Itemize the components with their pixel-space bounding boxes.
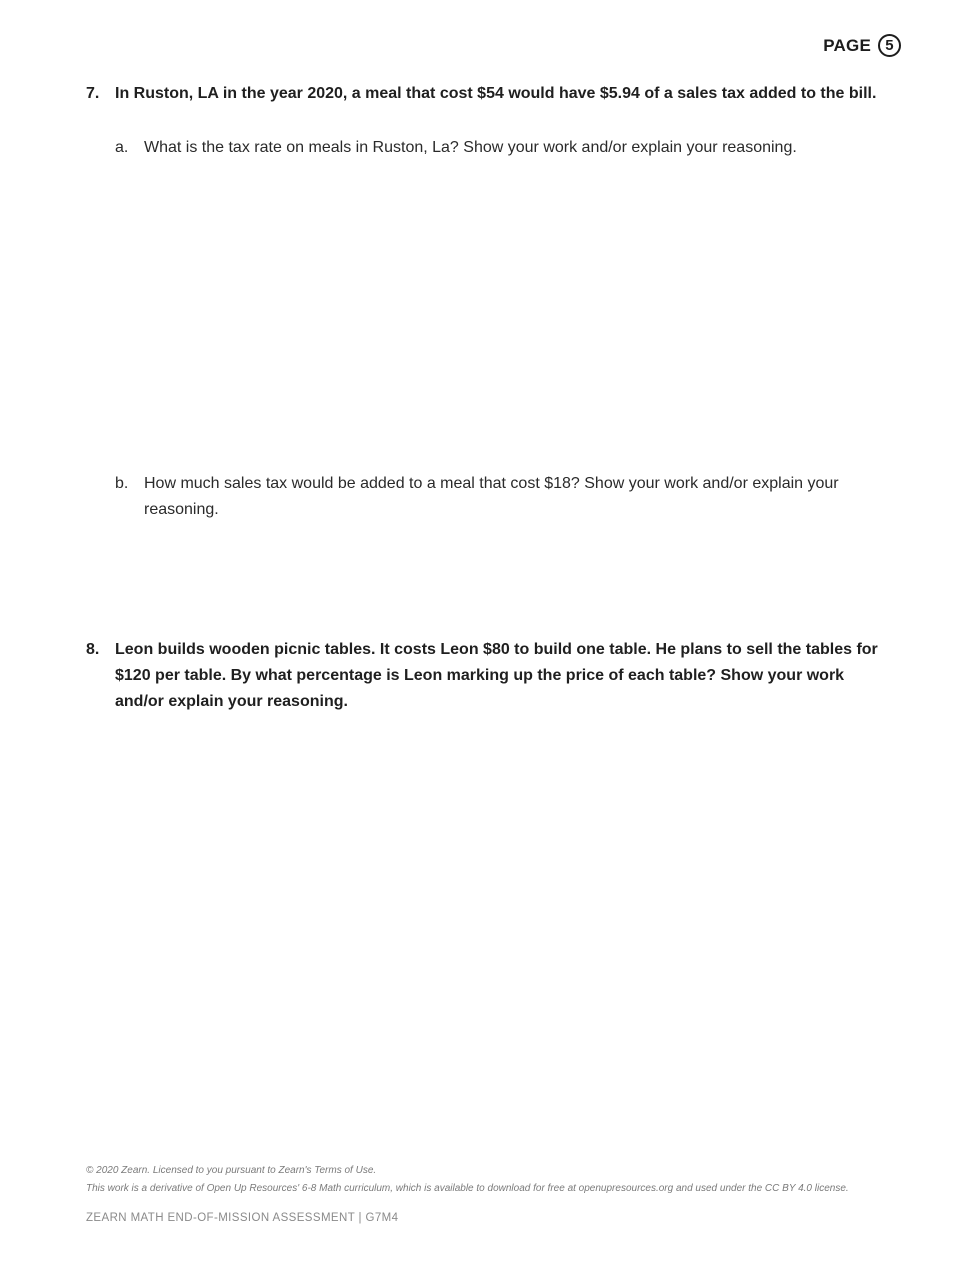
page-label: PAGE bbox=[823, 35, 871, 55]
part-text: What is the tax rate on meals in Ruston, La? Show your work and/or explain your reasoning. bbox=[144, 139, 797, 156]
license-text: This work is a derivative of Open Up Resources' 6-8 Math curriculum, which is available to download for free at openupresources.org and used under the CC BY 4.0 license. bbox=[86, 1183, 849, 1194]
footer-legal bbox=[86, 1162, 906, 1198]
question-text: Leon builds wooden picnic tables. It costs Leon $80 to build one table. He plans to sell the tables for $120 per table. By what percentage is Leon marking up the price of each table? Show your work and/or explain your reasoning. bbox=[115, 641, 878, 710]
question-number: 8. bbox=[86, 641, 100, 658]
question-8 bbox=[86, 637, 886, 715]
part-text: How much sales tax would be added to a meal that cost $18? Show your work and/or explain your reasoning. bbox=[144, 475, 839, 518]
part-letter: a. bbox=[115, 139, 129, 156]
assessment-title: ZEARN MATH END-OF-MISSION ASSESSMENT | G7M4 bbox=[86, 1212, 399, 1224]
question-text: In Ruston, LA in the year 2020, a meal that cost $54 would have $5.94 of a sales tax added to the bill. bbox=[115, 85, 877, 102]
page-number-badge: 5 bbox=[878, 34, 901, 57]
question-7a bbox=[115, 135, 875, 161]
part-letter: b. bbox=[115, 475, 129, 492]
question-7b bbox=[115, 471, 875, 523]
copyright-text: © 2020 Zearn. Licensed to you pursuant to Zearn's Terms of Use. bbox=[86, 1165, 377, 1176]
question-number: 7. bbox=[86, 85, 100, 102]
page-indicator bbox=[823, 34, 901, 57]
question-7 bbox=[86, 81, 886, 107]
